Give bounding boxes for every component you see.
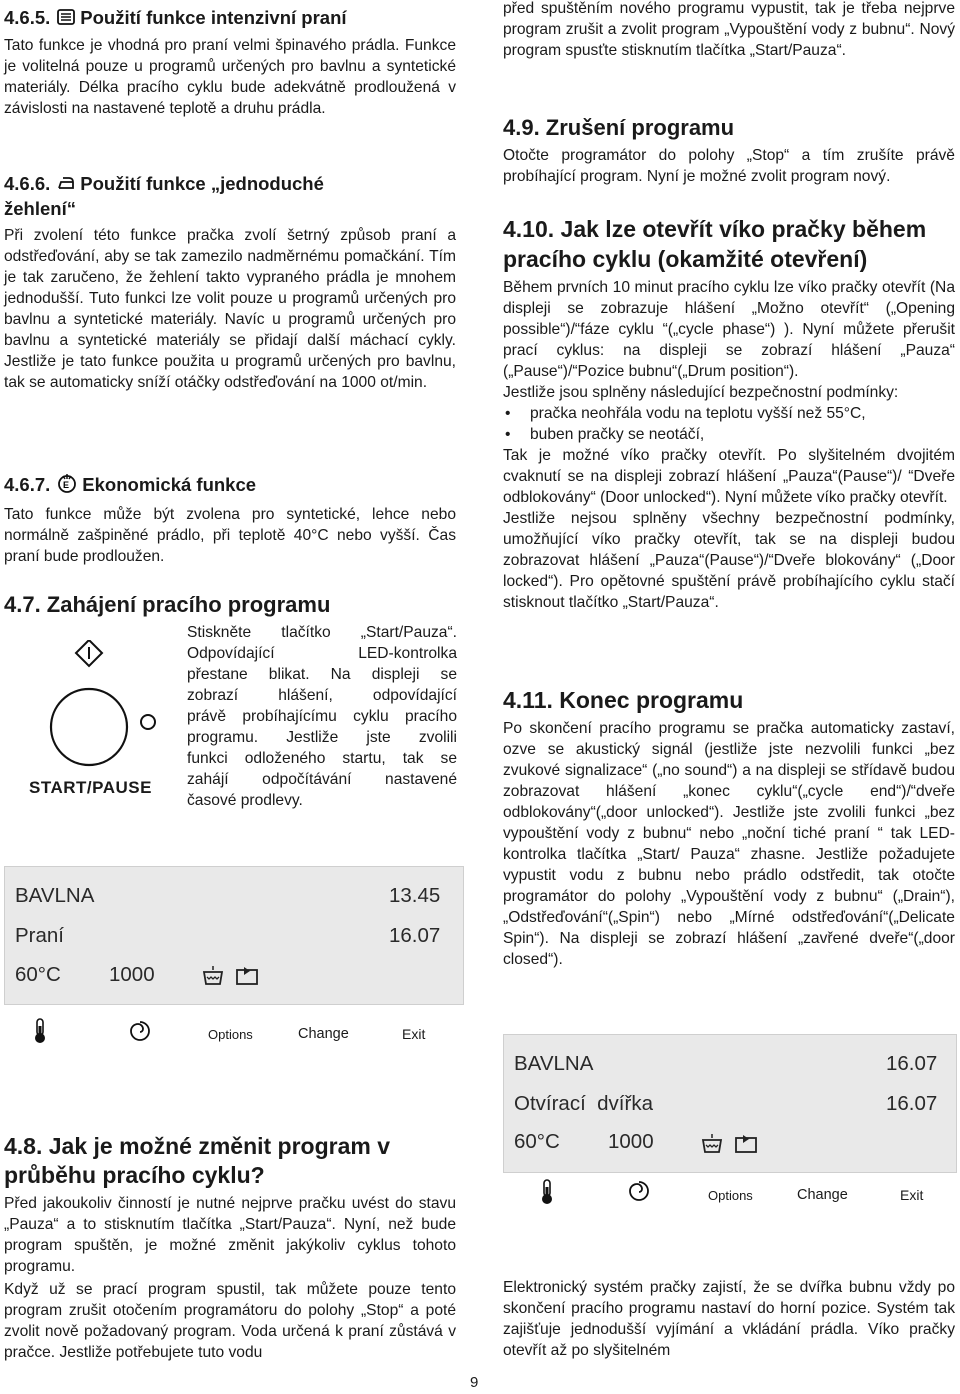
easy-iron-icon [56,173,76,198]
button-row-2 [503,1178,955,1208]
display-time-2: 16.07 [886,1092,938,1115]
section-4-11 [503,686,955,970]
section-title: Použití funkce intenzivní praní [80,7,347,28]
section-4-8 [4,1132,456,1363]
delay-drain-icon [235,964,259,994]
options-button[interactable]: Options [708,1188,753,1203]
section-heading [4,7,456,32]
text-line: právě probíhajícímu cyklu pracího [187,708,457,725]
section-title: Ekonomická funkce [82,474,257,495]
section-4-6-6 [4,173,456,393]
section-heading [4,173,456,220]
intensive-wash-icon [56,7,76,32]
section-title-cont: průběhu pracího cyklu? [4,1162,265,1188]
text-line: zahájí odpočítávání nastavené [187,771,457,788]
display-phase: Otvírací dvířka [514,1092,653,1115]
exit-button[interactable]: Exit [900,1187,924,1203]
delay-drain-icon [734,1132,758,1162]
section-heading: 4.7. Zahájení pracího programu [4,592,331,617]
text-line: zobrazí hlášení, odpovídající [187,687,457,704]
section-title-cont: žehlení“ [4,198,76,219]
text-line: programu. Jestliže jste zvolili [187,729,457,746]
section-4-6-7 [4,472,456,567]
section-body: Tato funkce je vhodná pro praní velmi špinavého prádla. Funkce je volitelná pouze u programů určených pro bavlnu a syntetické materiály. Délka pracího cyklu bude adekvátně prodloužená v závislosti na nastavené teplotě a druhu prádla. [4,37,456,117]
section-4-7-text [187,622,457,811]
section-title: 4.10. Jak lze otevřít víko pračky během [503,216,927,242]
section-4-10 [503,214,955,613]
eco-icon [56,472,78,499]
text-line: Odpovídající LED-kontrolka [187,645,457,662]
wash-basin-icon [700,1132,724,1162]
closing-text: Elektronický systém pračky zajistí, že se dvířka bubnu vždy po skončení pracího programu nastaví do horní pozice. Systém tak zajišťuje jednodušší vyjímání a vkládání prádla. Víko pračky otevřít až po slyšitelném [503,1279,955,1359]
section-number: 4.6.5. [4,7,51,28]
section-heading: 4.9. Zrušení programu [503,115,735,140]
display-spin: 1000 [608,1130,654,1153]
display-time-1: 13.45 [389,884,441,907]
display-program: BAVLNA [15,884,95,907]
section-heading: 4.11. Konec programu [503,687,744,713]
start-pause-illustration [26,640,176,810]
change-button[interactable]: Change [797,1187,848,1203]
display-program: BAVLNA [514,1052,594,1075]
section-body-4: Jestliže nejsou splněny všechny bezpečnostní podmínky, umožňující víko pračky otevřít, tak se na displeji budou zobrazovat hlášení „Pauza“(Pause“)/“Dveře blokovány“ („Door locked“). Pro opětovné spuštění právě probíhajícího cyklu stačí stisknout tlačítko „Start/Pauza“. [503,510,955,611]
start-pause-knob[interactable] [26,640,176,770]
section-body: Po skončení pracího programu se pračka automaticky zastaví, ozve se akustický signál (jestliže jste nezvolili funkci „bez zvukové signalizace“ („no sound“) a na displeji se střídavě budou zobrazovat hlášení „konec cyklu“(„cycle end“)/“dveře odblokovány“(„door unlocked“). Jestliže jste zvolili funkci „bez vypouštění vody z bubnu“ nebo „noční tiché praní “ tak LED-kontrolka tlačítka „Start/ Pauza“ zhasne. Jestliže požadujete vypustit vodu z bubnu nebo prádlo odstředit, tak otočte programátor do polohy „Vypouštění vody z bubnu“ („Drain“), „Odstřeďování“(„Spin“) nebo „Mírné odstřeďování“(„Delicate Spin“). Na displeji se zobrazí hlášení „zavřené dveře“(„door closed“). [503,720,955,968]
section-title: Použití funkce „jednoduché [80,173,324,194]
section-heading [503,214,955,274]
display-panel-1 [4,866,464,1005]
svg-text:E: E [63,480,70,490]
change-button[interactable]: Change [298,1026,349,1042]
display-spin: 1000 [109,963,155,986]
section-4-9 [503,114,955,187]
section-title: 4.8. Jak je možné změnit program v [4,1133,391,1159]
section-body: Během prvních 10 minut pracího cyklu lze víko pračky otevřít (Na displeji se zobrazuje hlášení „Možno otevřít“ („Opening possible“)/“fáze cyklu “(„cycle phase“) ). Nyní můžete přerušit prací cyklus: na displeji se zobrazí hlášení „Pauza“ („Pause“)/“Pozice bubnu“(„Drum position“). [503,279,955,380]
wash-basin-icon [201,964,225,994]
section-number: 4.6.7. [4,474,51,495]
section-body: Před jakoukoliv činností je nutné nejprve pračku uvést do stavu „Pauza“ a to stisknutím tlačítka „Start/Pauza“. Nyní, než bude program spuštěn, je možné změnit jakýkoliv cyklus tohoto programu. [4,1195,456,1275]
display-phase: Praní [15,924,64,947]
exit-button[interactable]: Exit [402,1026,426,1042]
section-body-2: Když už se prací program spustil, tak můžete pouze tento program zrušit otočením programátoru do polohy „Stop“ a poté zvolit nově požadovaný program. Voda určená k praní zůstává v pračce. Jestliže potřebujete tuto vodu [4,1281,456,1361]
thermometer-icon[interactable] [539,1179,555,1208]
section-body-3: Tak je možné víko pračky otevřít. Po slyšitelném dvojitém cvaknutí se na displeji zobrazí hlášení „Pauza“(Pause“)/ “Dveře odblokovány“ (Door unlocked“). Nyní můžete víko pračky otevřít. [503,447,955,506]
spin-icon[interactable] [128,1019,152,1046]
section-heading [4,1132,456,1190]
section-heading [4,472,456,499]
text-line: funkci odloženého startu, tak se [187,750,457,767]
list-item: • buben pračky se neotáčí, [503,424,955,445]
options-button[interactable]: Options [208,1027,253,1042]
section-body: Tato funkce může být zvolena pro syntetické, lehce nebo normálně zašpiněné prádlo, při teplotě 40°C nebo vyšší. Čas praní bude prodloužen. [4,506,456,565]
section-4-6-5 [4,7,456,119]
thermometer-icon[interactable] [32,1018,48,1047]
display-temperature: 60°C [15,963,61,986]
display-temperature: 60°C [514,1130,560,1153]
section-body: Otočte programátor do polohy „Stop“ a tím zrušíte právě probíhající program. Nyní je možné zvolit program nový. [503,147,955,185]
list-item: • pračka neohřála vodu na teplotu vyšší než 55°C, [503,403,955,424]
button-row-1 [4,1018,462,1048]
text-line: časové prodlevy. [187,792,303,809]
start-pause-label: START/PAUSE [29,778,152,797]
text-line: Stiskněte tlačítko „Start/Pauza“. [187,624,457,641]
section-body-2: Jestliže jsou splněny následující bezpečnostní podmínky: [503,384,899,401]
continued-text: před spuštěním nového programu vypustit, tak je třeba nejprve program zrušit a zvolit program „Vypouštění vody z bubnu“. Nový program spusťte stisknutím tlačítka „Start/Pauza“. [503,0,955,59]
section-body: Při zvolení této funkce pračka zvolí šetrný způsob praní a odstřeďování, aby se tak zamezilo nadměrnému pomačkání. Tím je tak zaručeno, že žehlení takto vypraného prádla je mnohem jednodušší. Tuto funkci lze volit pouze u programů určených pro bavlnu a syntetické materiály. Navíc u programů určených pro bavlnu a syntetické materiály se přidají další máchací cykly. Jestliže je tato funkce použita u programů určených pro bavlnu, tak se automaticky sníží otáčky odstřeďování na 1000 ot/min. [4,227,456,391]
page-number: 9 [470,1374,479,1391]
display-time-1: 16.07 [886,1052,938,1075]
spin-icon[interactable] [627,1179,651,1206]
section-4-7 [4,591,456,619]
display-time-2: 16.07 [389,924,441,947]
display-panel-2 [503,1034,957,1173]
section-title-cont: pracího cyklu (okamžité otevření) [503,246,868,272]
section-number: 4.6.6. [4,173,51,194]
text-line: přestane blikat. Na displeji se [187,666,457,683]
